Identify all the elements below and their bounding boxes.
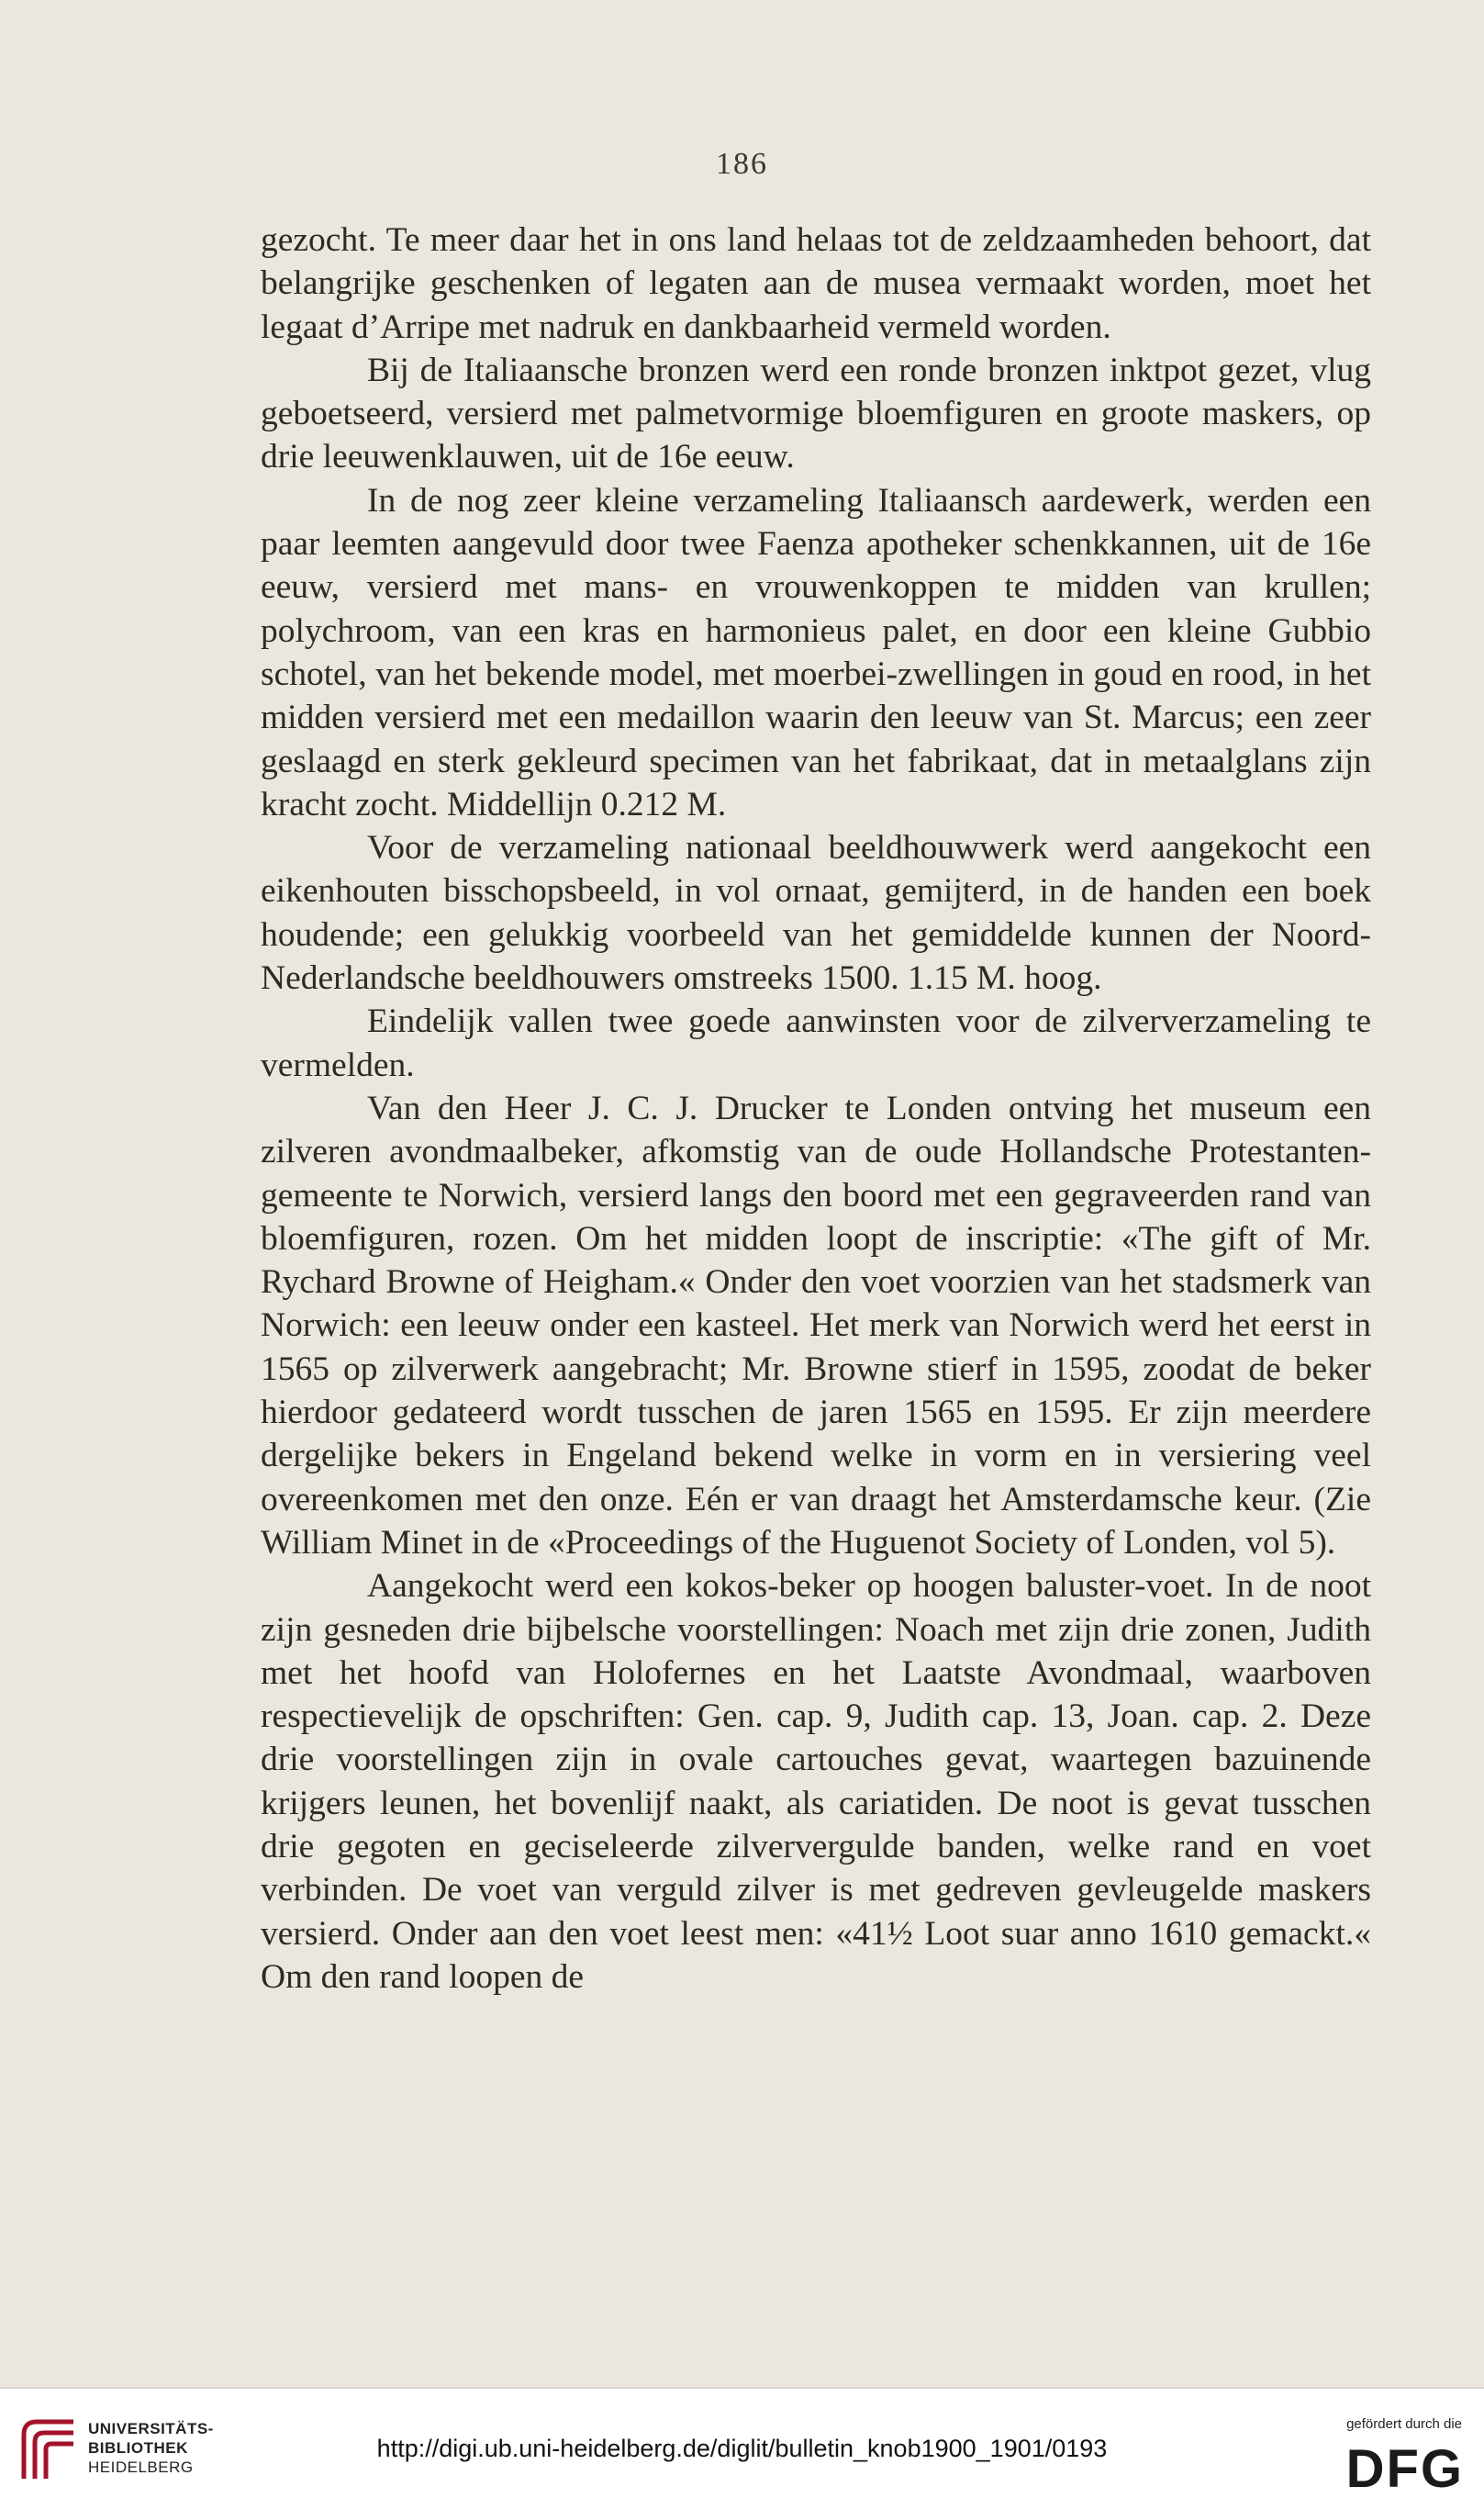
paragraph: Voor de verzameling nationaal beeldhouwwerk werd aangekocht een eikenhouten bisschopsbeeld, in vol ornaat, gemijterd, in de handen een boek houdende; een gelukkig voorbeeld van het gemiddelde kunnen der Noord-Nederlandsche beeldhouwers omstreeks 1500. 1.15 M. hoog. <box>261 829 1371 998</box>
page-number: 186 <box>716 147 768 181</box>
paragraph: Eindelijk vallen twee goede aanwinsten voor de zilververzameling te vermelden. <box>261 1002 1371 1084</box>
institution-line: BIBLIOTHEK <box>88 2439 188 2457</box>
permalink[interactable]: http://digi.ub.uni-heidelberg.de/diglit/bulletin_knob1900_1901/0193 <box>376 2435 1108 2462</box>
dfg-logo: DFG <box>1345 2439 1464 2499</box>
paragraph: gezocht. Te meer daar het in ons land helaas tot de zeldzaamheden behoort, dat belangrijke geschenken of legaten aan de musea vermaakt worden, moet het legaat d’Arripe met nadruk en dankbaarheid vermeld worden. <box>261 221 1371 346</box>
paragraph: In de nog zeer kleine verzameling Italiaansch aardewerk, werden een paar leemten aangevuld door twee Faenza apotheker schenkkannen, uit de 16e eeuw, versierd met mans- en vrouwenkoppen te midden van krullen; polychroom, van een kras en harmonieus palet, en door een kleine Gubbio schotel, van het bekende model, met moerbei-zwellingen in goud en rood, in het midden versierd met een medaillon waarin den leeuw van St. Marcus; een zeer geslaagd en sterk gekleurd specimen van het fabrikaat, dat in metaalglans zijn kracht zocht. Middellijn 0.212 M. <box>261 481 1371 823</box>
institution-line: UNIVERSITÄTS- <box>88 2420 214 2437</box>
funding-note: gefördert durch die <box>1346 2416 1462 2432</box>
viewer-footer <box>0 2387 1484 2509</box>
institution-line: HEIDELBERG <box>88 2459 194 2476</box>
paragraph: Aangekocht werd een kokos-beker op hoogen baluster-voet. In de noot zijn gesneden drie bijbelsche voorstellingen: Noach met zijn drie zonen, Judith met het hoofd van Holofernes en het Laatste Avondmaal, waarboven respectievelijk de opschriften: Gen. cap. 9, Judith cap. 13, Joan. cap. 2. Deze drie voorstellingen zijn in ovale cartouches gevat, waartegen bazuinende krijgers leunen, het bovenlijf naakt, als cariatiden. De noot is gevat tusschen drie gegoten en geciseleerde zilververgulde banden, welke rand en voet verbinden. De voet van verguld zilver is met gedreven gevleugelde maskers versierd. Onder aan den voet leest men: «41½ Loot suar anno 1610 gemackt.« Om den rand loopen de <box>261 1567 1371 1996</box>
body-text <box>261 218 1371 1999</box>
paragraph: Van den Heer J. C. J. Drucker te Londen ontving het museum een zilveren avondmaalbeker, afkomstig van de oude Hollandsche Protestanten-gemeente te Norwich, versierd langs den boord met een gegraveerden rand van bloemfiguren, rozen. Om het midden loopt de inscriptie: «The gift of Mr. Rychard Browne of Heigham.« Onder den voet voorzien van het stadsmerk van Norwich: een leeuw onder een kasteel. Het merk van Norwich werd het eerst in 1565 op zilverwerk aangebracht; Mr. Browne stierf in 1595, zoodat de beker hierdoor gedateerd wordt tusschen de jaren 1565 en 1595. Er zijn meerdere dergelijke bekers in Engeland bekend welke in vorm en in versiering veel overeenkomen met den onze. Eén er van draagt het Amsterdamsche keur. (Zie William Minet in de «Proceedings of the Huguenot Society of Londen, vol 5). <box>261 1089 1371 1562</box>
paragraph: Bij de Italiaansche bronzen werd een ronde bronzen inktpot gezet, vlug geboetseerd, versierd met palmetvormige bloemfiguren en groote maskers, op drie leeuwenklauwen, uit de 16e eeuw. <box>261 351 1371 476</box>
